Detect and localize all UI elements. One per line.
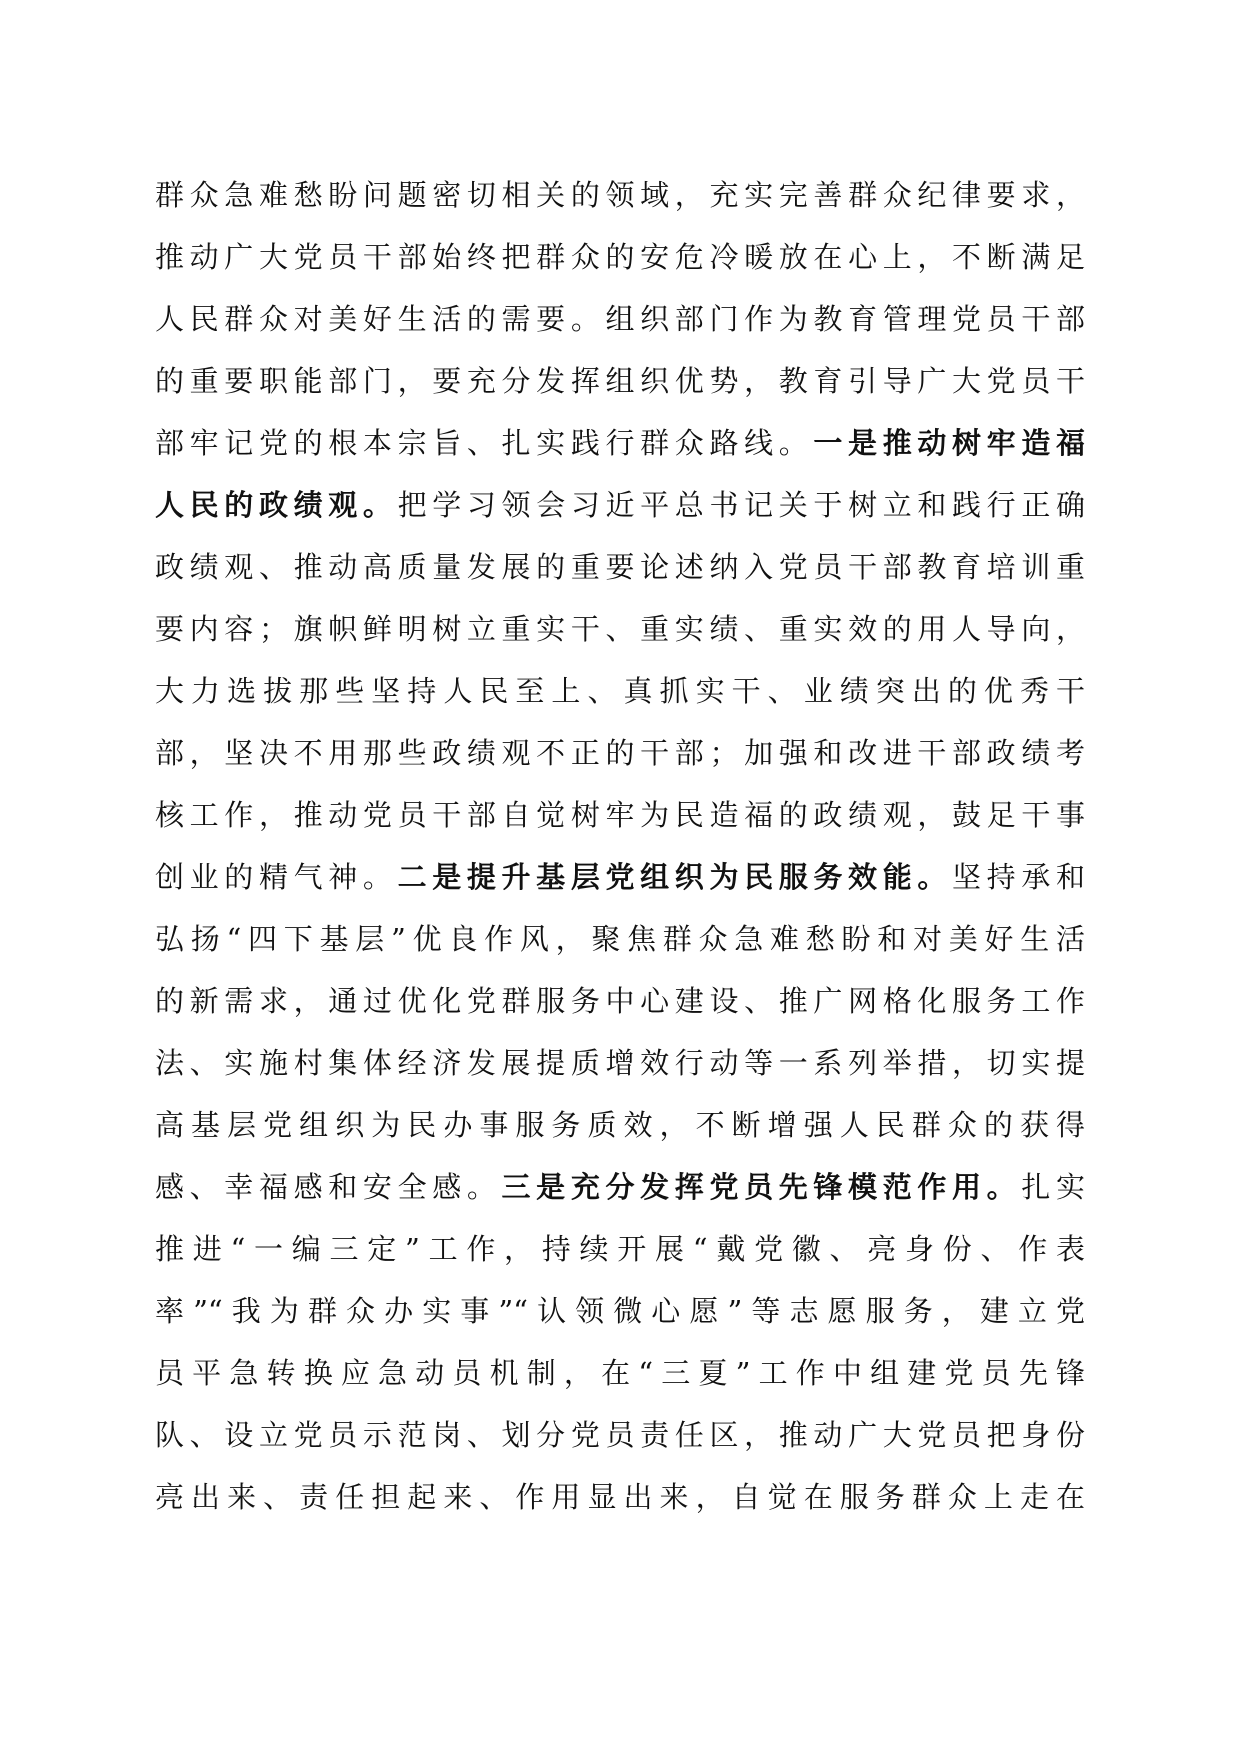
- text-line: [155, 226, 1085, 288]
- text-line: [155, 1094, 1085, 1156]
- bold-heading-text: 一是推动树牢造福: [813, 426, 1085, 460]
- text-line: [155, 1032, 1085, 1094]
- body-text-segment: 部牢记党的根本宗旨、扎实践行群众路线。: [155, 426, 814, 460]
- body-text-segment: 把学习领会习近平总书记关于树立和践行正确: [397, 488, 1085, 522]
- body-text-segment: 率”“我为群众办实事”“认领微心愿”等志愿服务，建立党: [155, 1294, 1085, 1328]
- body-text-segment: 高基层党组织为民办事服务质效，不断增强人民群众的获得: [155, 1108, 1085, 1142]
- text-line: [155, 1280, 1085, 1342]
- body-text-segment: 扎实: [1021, 1170, 1085, 1204]
- body-text-segment: 要内容；旗帜鲜明树立重实干、重实绩、重实效的用人导向，: [155, 612, 1085, 646]
- body-text-segment: 核工作，推动党员干部自觉树牢为民造福的政绩观，鼓足干事: [155, 798, 1085, 832]
- body-text-segment: 群众急难愁盼问题密切相关的领域，充实完善群众纪律要求，: [155, 178, 1085, 212]
- text-line: [155, 536, 1085, 598]
- body-text-segment: 的新需求，通过优化党群服务中心建设、推广网格化服务工作: [155, 984, 1085, 1018]
- text-line: [155, 1466, 1085, 1528]
- body-text-segment: 坚持承和: [952, 860, 1085, 894]
- text-line: [155, 970, 1085, 1032]
- body-text-segment: 感、幸福感和安全感。: [155, 1170, 502, 1204]
- text-line: [155, 350, 1085, 412]
- text-line: [155, 846, 1085, 908]
- body-text-segment: 大力选拔那些坚持人民至上、真抓实干、业绩突出的优秀干: [155, 674, 1085, 708]
- text-line: [155, 288, 1085, 350]
- text-line: [155, 1218, 1085, 1280]
- text-line: [155, 164, 1085, 226]
- body-text-segment: 部，坚决不用那些政绩观不正的干部；加强和改进干部政绩考: [155, 736, 1085, 770]
- bold-heading-text: 人民的政绩观。: [155, 488, 398, 522]
- body-text-segment: 的重要职能部门，要充分发挥组织优势，教育引导广大党员干: [155, 364, 1085, 398]
- body-text-segment: 亮出来、责任担起来、作用显出来，自觉在服务群众上走在: [155, 1480, 1085, 1514]
- body-text-segment: 队、设立党员示范岗、划分党员责任区，推动广大党员把身份: [155, 1418, 1085, 1452]
- text-line: [155, 1404, 1085, 1466]
- text-line: [155, 474, 1085, 536]
- body-text-segment: 人民群众对美好生活的需要。组织部门作为教育管理党员干部: [155, 302, 1085, 336]
- text-line: [155, 784, 1085, 846]
- body-text-segment: 推动广大党员干部始终把群众的安危冷暖放在心上，不断满足: [155, 240, 1085, 274]
- text-line: [155, 598, 1085, 660]
- bold-heading-text: 二是提升基层党组织为民服务效能。: [397, 860, 953, 894]
- body-text-segment: 法、实施村集体经济发展提质增效行动等一系列举措，切实提: [155, 1046, 1085, 1080]
- body-text-segment: 推进“一编三定”工作，持续开展“戴党徽、亮身份、作表: [155, 1232, 1085, 1266]
- body-text-segment: 政绩观、推动高质量发展的重要论述纳入党员干部教育培训重: [155, 550, 1085, 584]
- body-text-segment: 员平急转换应急动员机制，在“三夏”工作中组建党员先锋: [155, 1356, 1085, 1390]
- body-text-segment: 创业的精气神。: [155, 860, 398, 894]
- text-line: [155, 412, 1085, 474]
- body-text-segment: 弘扬“四下基层”优良作风，聚焦群众急难愁盼和对美好生活: [155, 922, 1085, 956]
- text-line: [155, 722, 1085, 784]
- text-line: [155, 660, 1085, 722]
- body-text: [155, 164, 1085, 1528]
- text-line: [155, 908, 1085, 970]
- text-line: [155, 1342, 1085, 1404]
- text-line: [155, 1156, 1085, 1218]
- bold-heading-text: 三是充分发挥党员先锋模范作用。: [501, 1170, 1022, 1204]
